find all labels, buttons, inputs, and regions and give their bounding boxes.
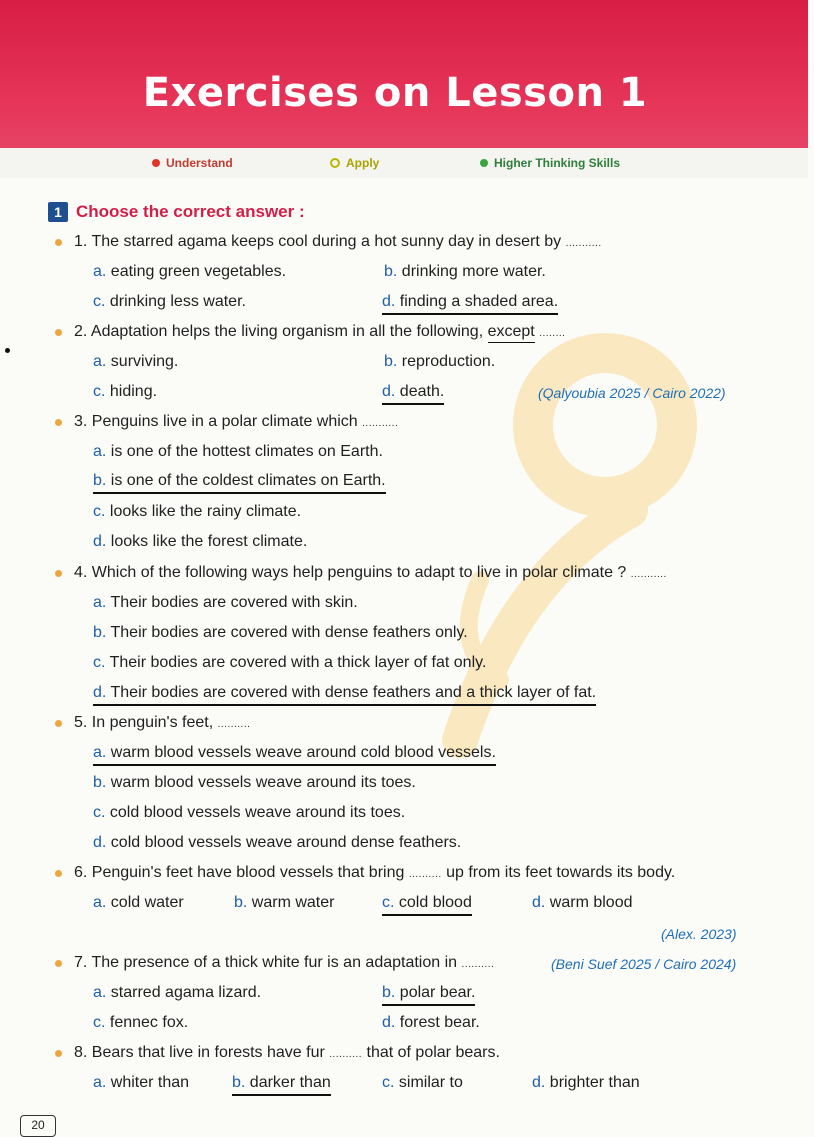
option-letter: c. <box>93 654 110 671</box>
option-5a-underlined[interactable]: a. warm blood vessels weave around cold blood vessels. <box>93 744 496 766</box>
option-letter: a. <box>93 443 111 460</box>
option-letter: c. <box>93 383 110 400</box>
option-2b[interactable]: b. reproduction. <box>384 353 496 370</box>
option-1d-underlined[interactable]: d. finding a shaded area. <box>382 293 558 315</box>
option-3c[interactable]: c. looks like the rainy climate. <box>93 503 302 520</box>
option-7b-underlined[interactable]: b. polar bear. <box>382 984 475 1006</box>
option-letter: c. <box>93 503 110 520</box>
bullet-icon <box>55 960 62 967</box>
option-letter: b. <box>93 624 111 641</box>
option-letter: b. <box>232 1074 250 1091</box>
option-letter: d. <box>382 293 400 310</box>
option-4d-underlined[interactable]: d. Their bodies are covered with dense feathers and a thick layer of fat. <box>93 684 596 706</box>
page-number: 20 <box>20 1115 56 1137</box>
option-letter: a. <box>93 263 111 280</box>
option-3d[interactable]: d. looks like the forest climate. <box>93 533 308 550</box>
option-5b[interactable]: b. warm blood vessels weave around its toes. <box>93 774 416 791</box>
option-letter: b. <box>93 472 111 489</box>
option-letter: c. <box>382 1074 399 1091</box>
exam-source: (Alex. 2023) <box>661 926 737 942</box>
bullet-icon <box>55 329 62 336</box>
question-6: 6. Penguin's feet have blood vessels that bring .......... up from its feet towards its body. <box>74 864 675 882</box>
option-8d[interactable]: d. brighter than <box>532 1074 640 1091</box>
margin-dot <box>5 348 10 353</box>
title-banner <box>0 0 808 148</box>
question-8: 8. Bears that live in forests have fur .......... that of polar bears. <box>74 1044 500 1062</box>
option-6b[interactable]: b. warm water <box>234 894 335 911</box>
bullet-icon <box>55 870 62 877</box>
option-letter: a. <box>93 984 111 1001</box>
option-letter: b. <box>93 774 111 791</box>
legend-apply: Apply <box>330 156 379 170</box>
exam-source: (Beni Suef 2025 / Cairo 2024) <box>551 956 737 972</box>
option-letter: d. <box>532 894 550 911</box>
option-6a[interactable]: a. cold water <box>93 894 184 911</box>
option-2a[interactable]: a. surviving. <box>93 353 179 370</box>
option-3b-underlined[interactable]: b. is one of the coldest climates on Earth. <box>93 472 386 494</box>
option-1b[interactable]: b. drinking more water. <box>384 263 546 280</box>
skill-level-legend <box>0 148 808 178</box>
question-7: 7. The presence of a thick white fur is an adaptation in .......... <box>74 954 494 972</box>
option-letter: a. <box>93 353 111 370</box>
option-letter: b. <box>382 984 400 1001</box>
bullet-icon <box>55 720 62 727</box>
option-letter: d. <box>382 383 400 400</box>
option-1c[interactable]: c. drinking less water. <box>93 293 246 310</box>
option-letter: d. <box>93 834 111 851</box>
option-4b[interactable]: b. Their bodies are covered with dense feathers only. <box>93 624 468 641</box>
bullet-icon <box>55 419 62 426</box>
question-2: 2. Adaptation helps the living organism in all the following, except ........ <box>74 323 565 341</box>
option-4c[interactable]: c. Their bodies are covered with a thick layer of fat only. <box>93 654 487 671</box>
option-6c-underlined[interactable]: c. cold blood <box>382 894 472 916</box>
section-number: 1 <box>48 202 68 222</box>
question-3: 3. Penguins live in a polar climate which ........... <box>74 413 398 431</box>
option-8c[interactable]: c. similar to <box>382 1074 463 1091</box>
option-letter: b. <box>384 263 402 280</box>
bullet-icon <box>55 570 62 577</box>
option-2d-underlined[interactable]: d. death. <box>382 383 444 405</box>
option-letter: a. <box>93 744 111 761</box>
option-7a[interactable]: a. starred agama lizard. <box>93 984 262 1001</box>
option-3a[interactable]: a. is one of the hottest climates on Earth. <box>93 443 383 460</box>
option-7d[interactable]: d. forest bear. <box>382 1014 480 1031</box>
option-1a[interactable]: a. eating green vegetables. <box>93 263 287 280</box>
option-letter: c. <box>382 894 399 911</box>
legend-higher-thinking: Higher Thinking Skills <box>480 156 620 170</box>
option-letter: d. <box>532 1074 550 1091</box>
question-5: 5. In penguin's feet, .......... <box>74 714 250 732</box>
bullet-icon <box>55 1050 62 1057</box>
option-letter: d. <box>93 684 111 701</box>
option-6d[interactable]: d. warm blood <box>532 894 633 911</box>
page-title: Exercises on Lesson 1 <box>142 70 648 116</box>
option-letter: d. <box>382 1014 400 1031</box>
option-letter: c. <box>93 1014 110 1031</box>
option-letter: a. <box>93 1074 111 1091</box>
legend-understand: Understand <box>152 156 233 170</box>
yellow-ring-icon <box>330 158 340 168</box>
option-5d[interactable]: d. cold blood vessels weave around dense feathers. <box>93 834 462 851</box>
bullet-icon <box>55 239 62 246</box>
except-emphasis: except <box>488 323 535 343</box>
red-dot-icon <box>152 159 160 167</box>
option-letter: a. <box>93 894 111 911</box>
option-letter: a. <box>93 594 111 611</box>
question-4: 4. Which of the following ways help penguins to adapt to live in polar climate ? ........... <box>74 564 667 582</box>
question-1: 1. The starred agama keeps cool during a hot sunny day in desert by ........... <box>74 233 602 251</box>
option-7c[interactable]: c. fennec fox. <box>93 1014 189 1031</box>
option-8a[interactable]: a. whiter than <box>93 1074 190 1091</box>
option-5c[interactable]: c. cold blood vessels weave around its toes. <box>93 804 406 821</box>
section-heading <box>48 202 305 222</box>
option-letter: b. <box>384 353 402 370</box>
option-4a[interactable]: a. Their bodies are covered with skin. <box>93 594 358 611</box>
green-dot-icon <box>480 159 488 167</box>
option-2c[interactable]: c. hiding. <box>93 383 158 400</box>
exam-source: (Qalyoubia 2025 / Cairo 2022) <box>538 385 726 401</box>
option-letter: b. <box>234 894 252 911</box>
option-letter: c. <box>93 293 110 310</box>
section-title: Choose the correct answer : <box>76 202 305 221</box>
option-letter: d. <box>93 533 111 550</box>
option-letter: c. <box>93 804 110 821</box>
option-8b-underlined[interactable]: b. darker than <box>232 1074 331 1096</box>
